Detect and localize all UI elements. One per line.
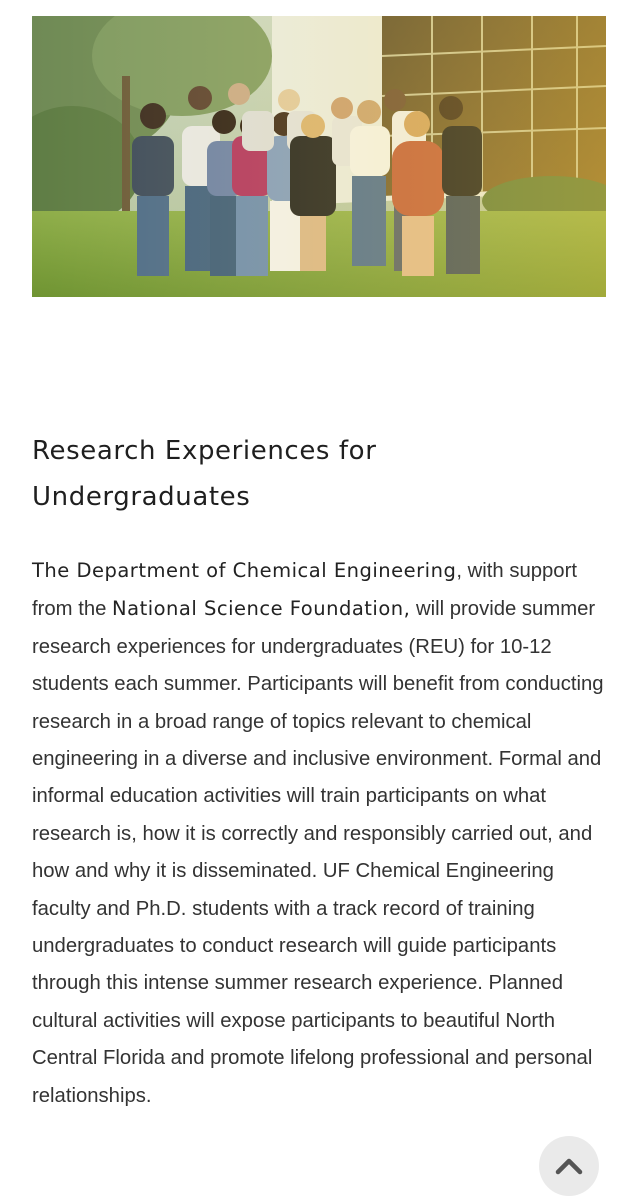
nsf-name: National Science Foundation, [112,597,411,621]
chevron-up-icon [555,1157,583,1175]
intro-text-body: will provide summer research experiences for undergraduates (REU) for 10-12 students each summer. Participants will benefit from conducting research in a broad range of topics relevant to chemical engineering in a diverse and inclusive environment. Formal and informal education activities will train participants on what research is, how it is correctly and responsibly carried out, and how and why it is disseminated. UF Chemical Engineering faculty and Ph.D. students with a track record of training undergraduates to conduct research will guide participants through this intense summer research experience. Planned cultural activities will expose participants to beautiful North Central Florida and promote lifelong professional and personal relationships. [32,598,604,1107]
department-name: The Department of Chemical Engineering [32,559,457,582]
intro-text-connector: , with support from the [32,560,577,621]
hero-image [32,16,606,297]
page-title: Research Experiences for Undergraduates [32,436,377,512]
scroll-to-top-button[interactable] [539,1136,599,1196]
group-photo [32,16,606,297]
intro-paragraph [32,552,604,1115]
